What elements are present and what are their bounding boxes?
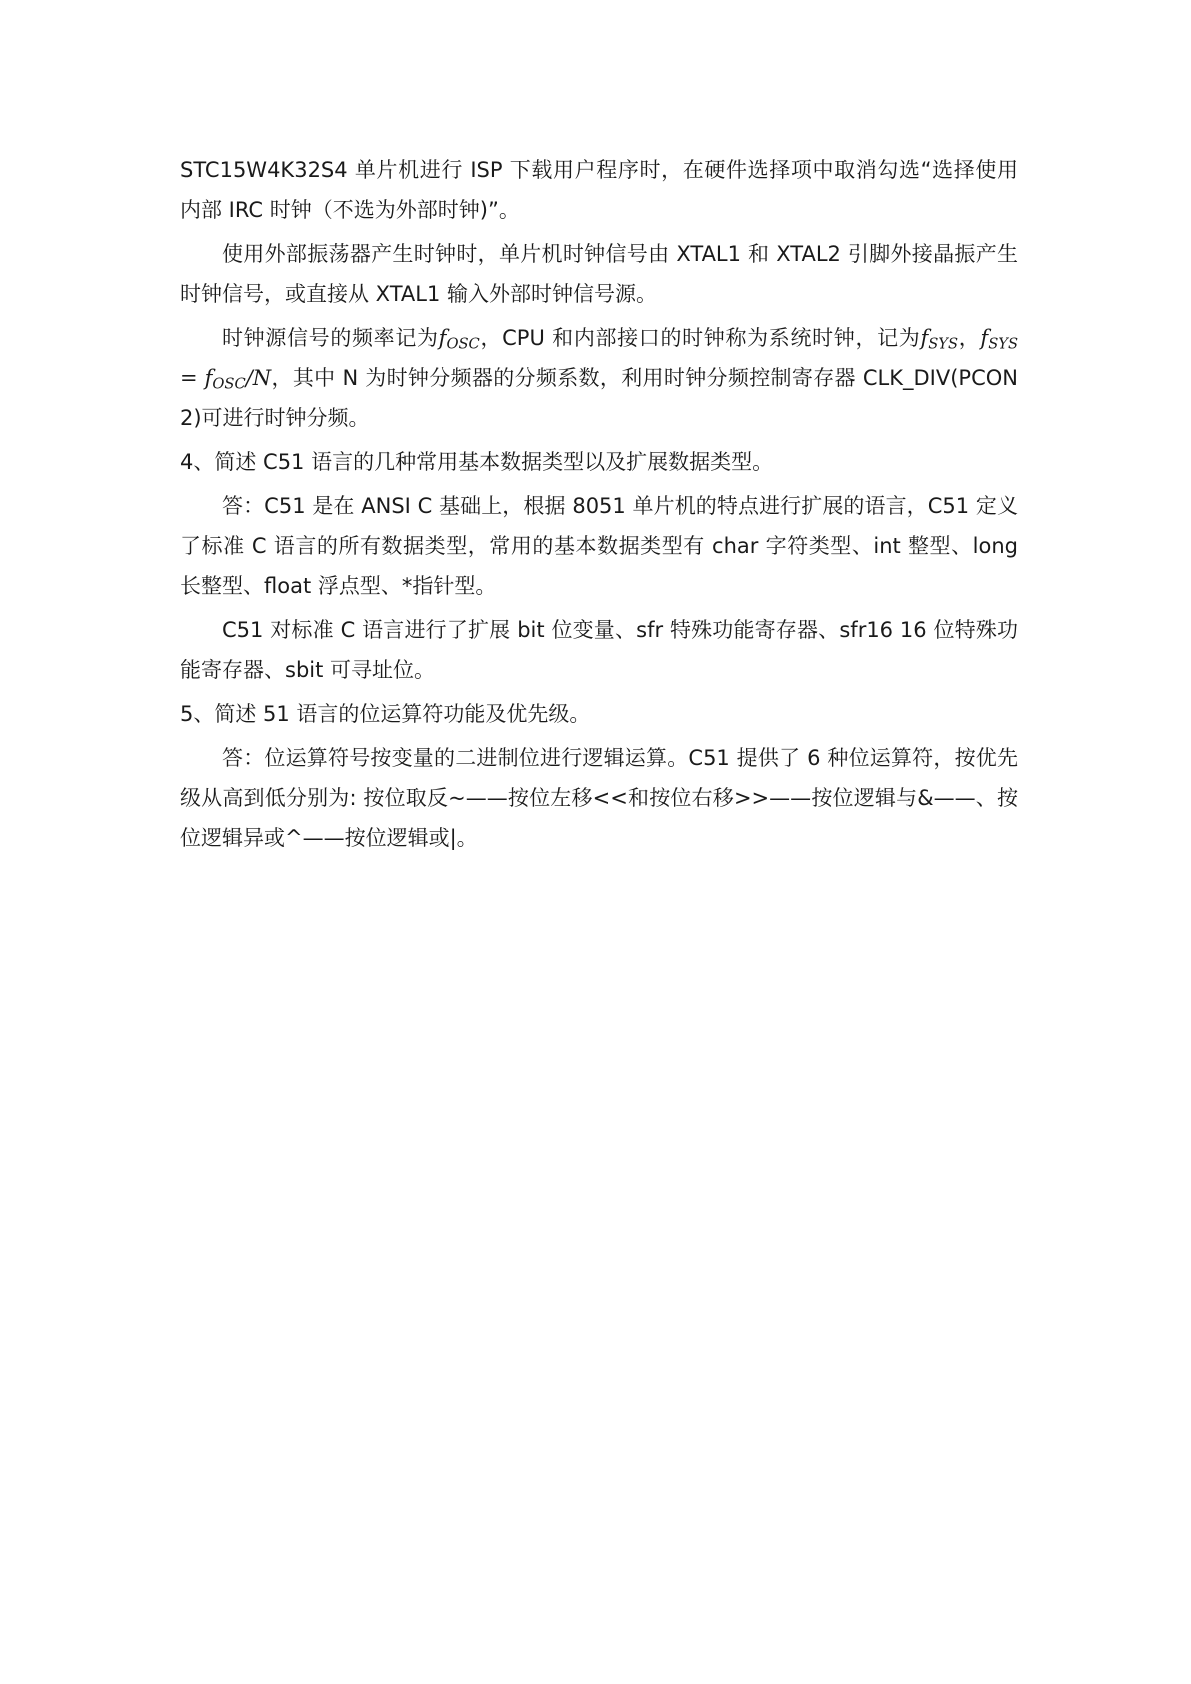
paragraph-isp-clock-setting: STC15W4K32S4 单片机进行 ISP 下载用户程序时，在硬件选择项中取消勾选“选择使用内部 IRC 时钟（不选为外部时钟)”。 <box>180 158 1018 222</box>
answer-5: 答：位运算符号按变量的二进制位进行逻辑运算。C51 提供了 6 种位运算符，按优先级从高到低分别为: 按位取反~——按位左移<<和按位右移>>——按位逻辑与&——、按位逻辑异或^——按位逻辑或|。 <box>180 746 1018 850</box>
formula-subscript: SYS <box>928 335 959 353</box>
text-segment: ，其中 N 为时钟分频器的分频系数，利用时钟分频控制寄存器 CLK_DIV(PCON2)可进行时钟分频。 <box>180 366 1018 430</box>
text-segment: ，CPU 和内部接口的时钟称为系统时钟，记为 <box>479 326 921 350</box>
text-segment: ， <box>958 326 981 350</box>
formula-f-sys <box>920 326 959 353</box>
formula-f-osc <box>438 326 480 353</box>
formula-subscript: OSC <box>446 335 480 353</box>
formula-base: f <box>438 326 447 350</box>
formula-subscript: OSC <box>212 375 246 393</box>
formula-base: f <box>920 326 929 350</box>
paragraph-external-oscillator: 使用外部振荡器产生时钟时，单片机时钟信号由 XTAL1 和 XTAL2 引脚外接晶振产生时钟信号，或直接从 XTAL1 输入外部时钟信号源。 <box>180 242 1018 306</box>
formula-subscript: SYS <box>988 335 1019 353</box>
paragraph-clock-frequency <box>180 318 1018 438</box>
formula-base: f <box>980 326 989 350</box>
formula-equals-sign: = <box>180 366 205 390</box>
answer-4-part-1: 答：C51 是在 ANSI C 基础上，根据 8051 单片机的特点进行扩展的语言，C51 定义了标准 C 语言的所有数据类型，常用的基本数据类型有 char 字符类型、int 整型、long 长整型、float 浮点型、*指针型。 <box>180 494 1018 598</box>
formula-base: f <box>204 366 213 390</box>
document-page <box>180 150 1018 862</box>
question-4: 4、简述 C51 语言的几种常用基本数据类型以及扩展数据类型。 <box>180 450 774 474</box>
text-segment: 时钟源信号的频率记为 <box>222 326 439 350</box>
question-5: 5、简述 51 语言的位运算符功能及优先级。 <box>180 702 591 726</box>
formula-divisor: /N <box>245 366 272 390</box>
answer-4-part-2: C51 对标准 C 语言进行了扩展 bit 位变量、sfr 特殊功能寄存器、sfr16 16 位特殊功能寄存器、sbit 可寻址位。 <box>180 618 1018 682</box>
